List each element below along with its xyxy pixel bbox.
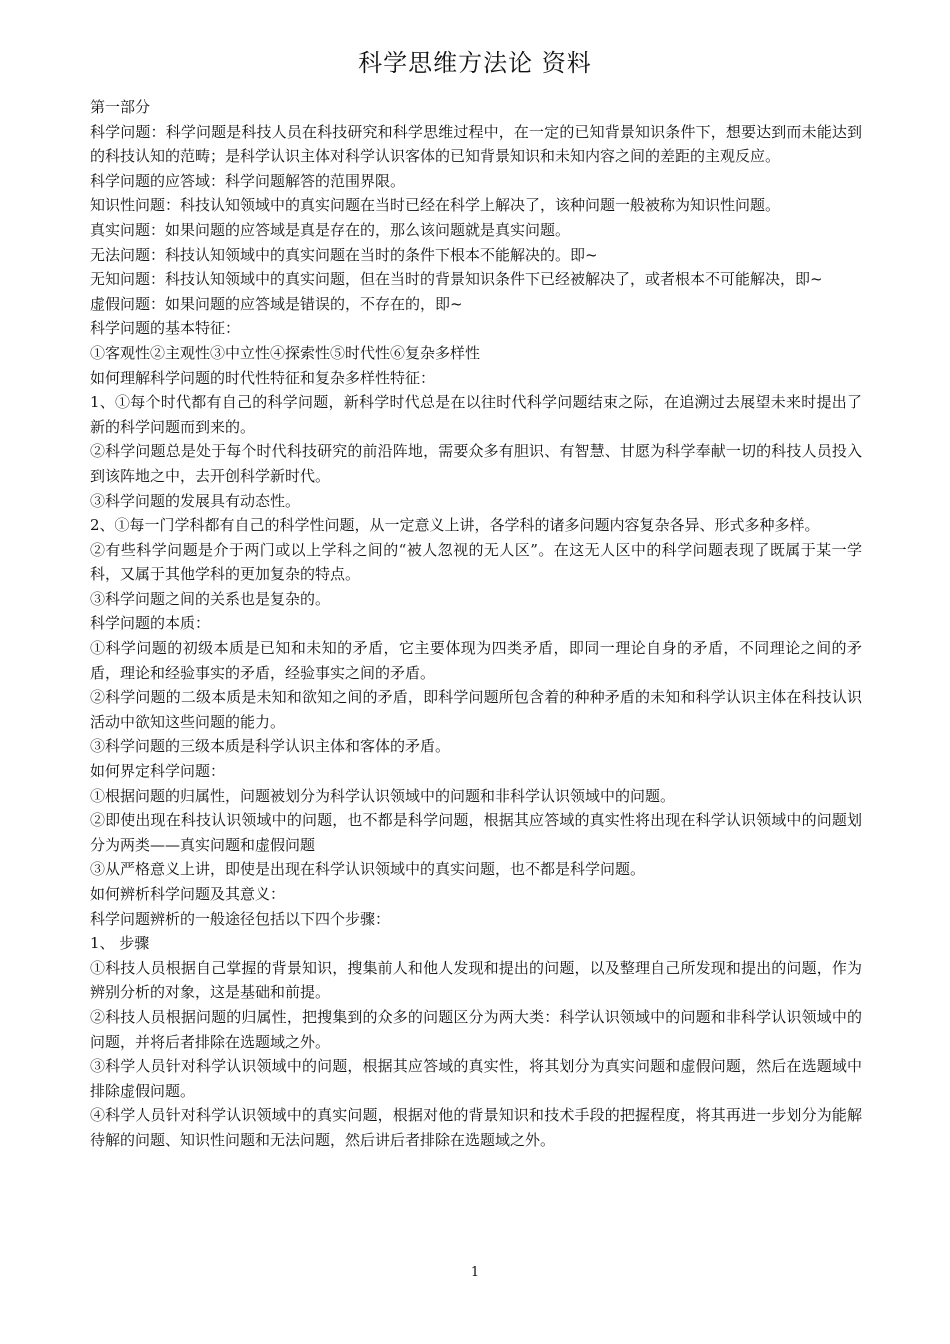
- paragraph: 科学问题的本质：: [90, 614, 211, 633]
- paragraph: ③科学问题的发展具有动态性。: [90, 491, 301, 510]
- paragraph: 真实问题：如果问题的应答域是真是存在的，那么该问题就是真实问题。: [90, 220, 571, 239]
- paragraph: 科学问题的应答域：科学问题解答的范围界限。: [90, 171, 406, 190]
- paragraph: 知识性问题：科技认知领域中的真实问题在当时已经在科学上解决了，该种问题一般被称为知识性问题。: [90, 196, 781, 215]
- paragraph: 如何理解科学问题的时代性特征和复杂多样性特征：: [90, 368, 436, 387]
- paragraph: ②科技人员根据问题的归属性，把搜集到的众多的问题区分为两大类：科学认识领域中的问题和非科学认识领域中的问题，并将后者排除在选题域之外。: [90, 1007, 862, 1051]
- paragraph: 无知问题：科技认知领域中的真实问题，但在当时的背景知识条件下已经被解决了，或者根本不可能解决，即~: [90, 270, 823, 289]
- paragraph: ①科技人员根据自己掌握的背景知识，搜集前人和他人发现和提出的问题，以及整理自己所发现和提出的问题，作为辨别分析的对象，这是基础和前提。: [90, 958, 862, 1002]
- paragraph: ③科学问题之间的关系也是复杂的。: [90, 589, 331, 608]
- paragraph: ①科学问题的初级本质是已知和未知的矛盾，它主要体现为四类矛盾，即同一理论自身的矛盾，不同理论之间的矛盾，理论和经验事实的矛盾，经验事实之间的矛盾。: [90, 639, 862, 682]
- paragraph: ③科学人员针对科学认识领域中的问题，根据其应答域的真实性，将其划分为真实问题和虚假问题，然后在选题域中排除虚假问题。: [90, 1057, 862, 1100]
- page-number: 1: [470, 1265, 480, 1280]
- paragraph: 1、 步骤: [90, 934, 150, 953]
- paragraph: ④科学人员针对科学认识领域中的真实问题，根据对他的背景知识和技术手段的把握程度，将其再进一步划分为能解待解的问题、知识性问题和无法问题，然后讲后者排除在选题域之外。: [90, 1106, 862, 1149]
- paragraph: 科学问题辨析的一般途径包括以下四个步骤：: [90, 909, 391, 928]
- paragraph: ①客观性②主观性③中立性④探索性⑤时代性⑥复杂多样性: [90, 343, 481, 362]
- paragraph: ③科学问题的三级本质是科学认识主体和客体的矛盾。: [90, 737, 451, 756]
- paragraph: ②科学问题总是处于每个时代科技研究的前沿阵地，需要众多有胆识、有智慧、甘愿为科学奉献一切的科技人员投入到该阵地之中，去开创科学新时代。: [90, 442, 862, 485]
- paragraph: 科学问题的基本特征：: [90, 319, 241, 338]
- paragraph: 1、①每个时代都有自己的科学问题，新科学时代总是在以往时代科学问题结束之际，在追溯过去展望未来时提出了新的科学问题而到来的。: [90, 393, 862, 436]
- document-body: [90, 95, 862, 1153]
- paragraph: ②科学问题的二级本质是未知和欲知之间的矛盾，即科学问题所包含着的种种矛盾的未知和科学认识主体在科技认识活动中欲知这些问题的能力。: [90, 688, 862, 731]
- paragraph: ③从严格意义上讲，即使是出现在科学认识领域中的真实问题，也不都是科学问题。: [90, 860, 646, 879]
- paragraph: 无法问题：科技认知领域中的真实问题在当时的条件下根本不能解决的。即~: [90, 245, 598, 264]
- paragraph: 虚假问题：如果问题的应答域是错误的，不存在的，即~: [90, 294, 463, 313]
- paragraph: 如何界定科学问题：: [90, 762, 226, 781]
- paragraph: 2、①每一门学科都有自己的科学性问题，从一定意义上讲，各学科的诸多问题内容复杂各异、形式多种多样。: [90, 516, 820, 535]
- paragraph: ②有些科学问题是介于两门或以上学科之间的“被人忽视的无人区”。在这无人区中的科学问题表现了既属于某一学科，又属于其他学科的更加复杂的特点。: [90, 540, 862, 584]
- paragraph: ①根据问题的归属性，问题被划分为科学认识领域中的问题和非科学认识领域中的问题。: [90, 786, 676, 805]
- paragraph: 如何辨析科学问题及其意义：: [90, 885, 286, 903]
- paragraph: 科学问题：科学问题是科技人员在科技研究和科学思维过程中，在一定的已知背景知识条件下，想要达到而未能达到的科技认知的范畴；是科学认识主体对科学认识客体的已知背景知识和未知内容之间的差距的主观反应。: [90, 122, 862, 166]
- paragraph: 第一部分: [90, 98, 151, 116]
- document-title: 科学思维方法论 资料: [358, 49, 592, 77]
- paragraph: ②即使出现在科技认识领域中的问题，也不都是科学问题，根据其应答域的真实性将出现在科学认识领域中的问题划分为两类——真实问题和虚假问题: [90, 811, 862, 854]
